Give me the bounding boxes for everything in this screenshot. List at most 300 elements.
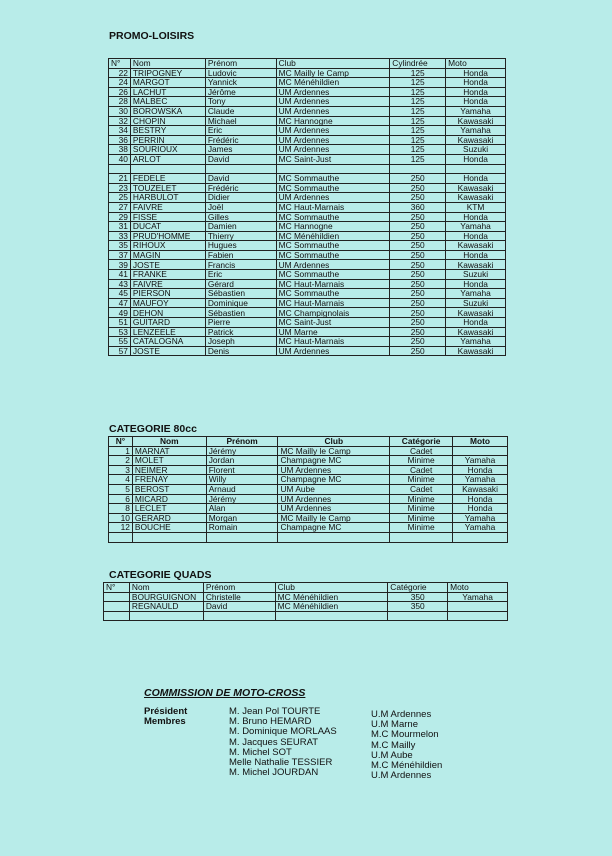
table-row <box>109 318 506 328</box>
cell-5: Honda <box>453 465 508 475</box>
table-row <box>109 513 508 523</box>
cell-4: 250 <box>390 298 446 308</box>
quads-table <box>103 582 508 621</box>
cell-3: MC Saint-Just <box>276 154 390 164</box>
promo-title: PROMO-LOISIRS <box>109 30 195 42</box>
cell-3: Champagne MC <box>278 475 390 485</box>
table-row <box>109 202 506 212</box>
cell-2: Damien <box>205 222 276 232</box>
cell-4: 250 <box>390 279 446 289</box>
members-label: Membres <box>144 716 186 727</box>
table-row <box>109 494 508 504</box>
cell-4: 125 <box>390 78 446 88</box>
member-name: M. Jean Pol TOURTE <box>229 706 321 717</box>
cell-5: Kawasaki <box>446 260 506 270</box>
table-row <box>104 592 508 602</box>
cell-0: 3 <box>109 465 133 475</box>
cell-5: Honda <box>446 154 506 164</box>
member-club: U.M Marne <box>371 719 418 731</box>
cell-1: BESTRY <box>130 126 205 136</box>
cell-4: Minime <box>390 456 453 466</box>
cell-4: 250 <box>390 308 446 318</box>
cell-2: Didier <box>205 193 276 203</box>
member-name: Melle Nathalie TESSIER <box>229 757 333 769</box>
cell-0: 31 <box>109 222 131 232</box>
table-row <box>104 602 508 612</box>
blank-cell-5 <box>453 532 508 542</box>
cell-3: MC Mailly le Camp <box>276 68 390 78</box>
blank-cell-1 <box>132 532 206 542</box>
cell-3: MC Ménéhildien <box>275 592 388 602</box>
cell-2: Jérémy <box>206 446 278 456</box>
cell-0: 2 <box>109 456 133 466</box>
cell-2: Jérôme <box>205 87 276 97</box>
table-row <box>109 135 506 145</box>
cell-1: TRIPOGNEY <box>130 68 205 78</box>
cell-5: Kawasaki <box>446 241 506 251</box>
cell-1: FRANKE <box>130 270 205 280</box>
cell-3: UM Ardennes <box>276 135 390 145</box>
cell-2: Francis <box>205 260 276 270</box>
cell-1: SOURIOUX <box>130 145 205 155</box>
cell-0: 40 <box>109 154 131 164</box>
blank-cell-1 <box>130 164 205 174</box>
cell-0: 45 <box>109 289 131 299</box>
cell-2: Sébastien <box>205 308 276 318</box>
cell-2: Pierre <box>205 318 276 328</box>
cell-5 <box>448 602 508 612</box>
cell-0: 8 <box>109 504 133 514</box>
quads-title: CATEGORIE QUADS <box>109 569 212 581</box>
cell-1: MOLET <box>132 456 206 466</box>
cell-2: Romain <box>206 523 278 533</box>
cell-2: Alan <box>206 504 278 514</box>
cell-0: 47 <box>109 298 131 308</box>
cell-2: Eric <box>205 270 276 280</box>
cell-5: KTM <box>446 202 506 212</box>
header-cell-1: Nom <box>132 437 206 447</box>
table-row <box>109 78 506 88</box>
cell-2: Frédéric <box>205 135 276 145</box>
president-label: Président <box>144 706 188 717</box>
cell-1: ARLOT <box>130 154 205 164</box>
cell-3: UM Ardennes <box>278 494 390 504</box>
table-row <box>109 116 506 126</box>
cell-1: NEIMER <box>132 465 206 475</box>
table-row <box>109 475 508 485</box>
table-row <box>109 212 506 222</box>
cell-1: MARNAT <box>132 446 206 456</box>
cell-1: CHOPIN <box>130 116 205 126</box>
cell-5: Kawasaki <box>446 183 506 193</box>
cell-1: MALBEC <box>130 97 205 107</box>
blank-cell-0 <box>109 164 131 174</box>
cell-2: Claude <box>205 106 276 116</box>
cell-4: Minime <box>390 504 453 514</box>
blank-cell-5 <box>448 611 508 621</box>
blank-cell-2 <box>205 164 276 174</box>
cell-0: 29 <box>109 212 131 222</box>
blank-cell-2 <box>203 611 275 621</box>
cell-5: Honda <box>446 78 506 88</box>
cell-2: Tony <box>205 97 276 107</box>
table-row <box>109 250 506 260</box>
member-name: M. Michel SOT <box>229 746 292 758</box>
cell-2: Willy <box>206 475 278 485</box>
cell-1: FAIVRE <box>130 202 205 212</box>
header-cell-1: Nom <box>129 583 203 593</box>
cell-5: Honda <box>446 68 506 78</box>
cell-4: Minime <box>390 475 453 485</box>
cell-3: UM Marne <box>276 327 390 337</box>
cell-1: MICARD <box>132 494 206 504</box>
blank-cell-3 <box>276 164 390 174</box>
cell-1: CATALOGNA <box>130 337 205 347</box>
header-cell-0: N° <box>104 583 130 593</box>
cell-1: MARGOT <box>130 78 205 88</box>
cell-2: James <box>205 145 276 155</box>
cell-2: David <box>203 602 275 612</box>
cell-3: UM Ardennes <box>276 126 390 136</box>
cell-4: 125 <box>390 97 446 107</box>
table-row <box>109 337 506 347</box>
member-club: M.C Ménéhildien <box>371 760 443 772</box>
table-row <box>109 222 506 232</box>
cell-1: BOURGUIGNON <box>129 592 203 602</box>
cell-0: 35 <box>109 241 131 251</box>
cell-0: 21 <box>109 174 131 184</box>
member-club: U.M Ardennes <box>371 770 432 782</box>
cell-5: Suzuki <box>446 145 506 155</box>
cell-1: MAGIN <box>130 250 205 260</box>
cell-3: MC Haut-Marnais <box>276 202 390 212</box>
cell-5: Kawasaki <box>446 116 506 126</box>
table-row <box>109 327 506 337</box>
member-club: M.C Mailly <box>371 739 416 751</box>
table-row <box>109 183 506 193</box>
cell-5: Honda <box>446 318 506 328</box>
cell-5: Honda <box>453 494 508 504</box>
cell-1: BOROWSKA <box>130 106 205 116</box>
cell-0: 34 <box>109 126 131 136</box>
cell-4: 250 <box>390 174 446 184</box>
cell-5: Kawasaki <box>446 327 506 337</box>
table-row <box>109 68 506 78</box>
table-row <box>109 87 506 97</box>
cell-0 <box>104 592 130 602</box>
cell-0: 33 <box>109 231 131 241</box>
cell-5: Kawasaki <box>446 135 506 145</box>
cell-3: MC Saint-Just <box>276 318 390 328</box>
cell-0: 25 <box>109 193 131 203</box>
cell-4: 250 <box>390 250 446 260</box>
cell-1: MAUFOY <box>130 298 205 308</box>
table-row <box>109 97 506 107</box>
cell-2: Hugues <box>205 241 276 251</box>
cell-1: JOSTE <box>130 260 205 270</box>
member-name: M. Michel JOURDAN <box>229 767 319 779</box>
cell-4: 350 <box>388 592 448 602</box>
cell-4: 250 <box>390 346 446 356</box>
header-cell-4: Cylindrée <box>390 59 446 69</box>
blank-cell-0 <box>104 611 130 621</box>
cell-3: MC Sommauthe <box>276 241 390 251</box>
cell-0: 37 <box>109 250 131 260</box>
cell-2: Sébastien <box>205 289 276 299</box>
cell-0: 53 <box>109 327 131 337</box>
cell-0: 5 <box>109 484 133 494</box>
cell-1: GERARD <box>132 513 206 523</box>
cell-5: Kawasaki <box>446 193 506 203</box>
cell-2: Ludovic <box>205 68 276 78</box>
cell-2: Joël <box>205 202 276 212</box>
cell-5: Yamaha <box>453 475 508 485</box>
cell-4: Cadet <box>390 465 453 475</box>
cell-0: 55 <box>109 337 131 347</box>
cell-0: 27 <box>109 202 131 212</box>
cell-1: BEROST <box>132 484 206 494</box>
header-cell-2: Prénom <box>203 583 275 593</box>
blank-cell-2 <box>206 532 278 542</box>
cell-4: Cadet <box>390 484 453 494</box>
cell-5: Kawasaki <box>446 308 506 318</box>
cell-4: 125 <box>390 116 446 126</box>
header-cell-5: Moto <box>448 583 508 593</box>
cell-1: LENZEELE <box>130 327 205 337</box>
cell-1: JOSTE <box>130 346 205 356</box>
blank-cell-5 <box>446 164 506 174</box>
blank-cell-3 <box>278 532 390 542</box>
cell-4: 250 <box>390 327 446 337</box>
cell-0: 26 <box>109 87 131 97</box>
cell-1: RIHOUX <box>130 241 205 251</box>
cell-0: 1 <box>109 446 133 456</box>
cell-0: 39 <box>109 260 131 270</box>
table-row <box>109 241 506 251</box>
blank-row <box>109 532 508 542</box>
cell-3: MC Haut-Marnais <box>276 279 390 289</box>
cell-0: 22 <box>109 68 131 78</box>
cell-4: 250 <box>390 222 446 232</box>
cell-3: UM Ardennes <box>278 465 390 475</box>
cell-2: Jérémy <box>206 494 278 504</box>
header-cell-3: Club <box>278 437 390 447</box>
blank-cell-4 <box>390 532 453 542</box>
table-row <box>109 298 506 308</box>
cell-5: Honda <box>446 231 506 241</box>
cell-0: 23 <box>109 183 131 193</box>
commission-title: COMMISSION DE MOTO-CROSS <box>144 687 306 699</box>
cell-2: Joseph <box>205 337 276 347</box>
cell-4: 250 <box>390 183 446 193</box>
cell-2: Frédéric <box>205 183 276 193</box>
cell-5: Suzuki <box>446 298 506 308</box>
member-club: U.M Ardennes <box>371 709 432 720</box>
cell-1: LECLET <box>132 504 206 514</box>
cell-5: Honda <box>446 97 506 107</box>
blank-cell-3 <box>275 611 388 621</box>
cell-5: Yamaha <box>446 289 506 299</box>
cell-2: Arnaud <box>206 484 278 494</box>
cell-3: MC Sommauthe <box>276 212 390 222</box>
table-header <box>109 59 506 69</box>
table-row <box>109 154 506 164</box>
cell-5: Yamaha <box>446 337 506 347</box>
blank-row <box>109 164 506 174</box>
cell-1: FEDELE <box>130 174 205 184</box>
header-cell-2: Prénom <box>206 437 278 447</box>
promo-table <box>108 58 506 356</box>
cell-3: UM Ardennes <box>276 87 390 97</box>
table-row <box>109 145 506 155</box>
cell-3: MC Champignolais <box>276 308 390 318</box>
cell-4: Minime <box>390 523 453 533</box>
cat80-table <box>108 436 508 543</box>
blank-cell-4 <box>390 164 446 174</box>
cell-2: David <box>205 174 276 184</box>
cell-3: MC Ménéhildien <box>275 602 388 612</box>
cell-1: PIERSON <box>130 289 205 299</box>
header-cell-5: Moto <box>446 59 506 69</box>
cell-4: 250 <box>390 318 446 328</box>
cell-5: Yamaha <box>453 513 508 523</box>
cell-4: 125 <box>390 106 446 116</box>
cell-2: Christelle <box>203 592 275 602</box>
cell-3: Champagne MC <box>278 456 390 466</box>
table-row <box>109 346 506 356</box>
commission-clubs <box>371 710 442 781</box>
cell-2: Eric <box>205 126 276 136</box>
cell-0: 30 <box>109 106 131 116</box>
cell-5: Yamaha <box>446 106 506 116</box>
table-row <box>109 465 508 475</box>
table-row <box>109 174 506 184</box>
cell-4: 125 <box>390 145 446 155</box>
table-row <box>109 484 508 494</box>
cell-0: 28 <box>109 97 131 107</box>
cell-4: Cadet <box>390 446 453 456</box>
cell-0: 51 <box>109 318 131 328</box>
header-cell-4: Catégorie <box>388 583 448 593</box>
cell-3: UM Ardennes <box>276 346 390 356</box>
cell-5: Honda <box>453 504 508 514</box>
cell-3: UM Ardennes <box>276 97 390 107</box>
cell-3: MC Ménéhildien <box>276 231 390 241</box>
cell-3: UM Ardennes <box>278 504 390 514</box>
cell-1: LACHUT <box>130 87 205 97</box>
cell-3: Champagne MC <box>278 523 390 533</box>
cell-0: 41 <box>109 270 131 280</box>
header-cell-2: Prénom <box>205 59 276 69</box>
cell-4: 250 <box>390 289 446 299</box>
cell-2: Gilles <box>205 212 276 222</box>
header-cell-4: Catégorie <box>390 437 453 447</box>
cell-5: Kawasaki <box>446 346 506 356</box>
table-row <box>109 270 506 280</box>
cell-0: 49 <box>109 308 131 318</box>
cell-5: Suzuki <box>446 270 506 280</box>
blank-row <box>104 611 508 621</box>
table-row <box>109 308 506 318</box>
cell-5: Yamaha <box>453 456 508 466</box>
cell-0 <box>104 602 130 612</box>
cell-3: UM Aube <box>278 484 390 494</box>
header-cell-0: N° <box>109 59 131 69</box>
cell-3: MC Sommauthe <box>276 250 390 260</box>
table-header <box>104 583 508 593</box>
table-row <box>109 106 506 116</box>
cell-5: Yamaha <box>448 592 508 602</box>
cell-2: Patrick <box>205 327 276 337</box>
member-name: M. Jacques SEURAT <box>229 736 319 748</box>
cell-2: Fabien <box>205 250 276 260</box>
cell-3: MC Ménéhildien <box>276 78 390 88</box>
member-name: M. Dominique MORLAAS <box>229 726 337 738</box>
cell-3: UM Ardennes <box>276 260 390 270</box>
member-club: U.M Aube <box>371 749 413 761</box>
blank-cell-4 <box>388 611 448 621</box>
cell-5: Yamaha <box>446 126 506 136</box>
cell-0: 4 <box>109 475 133 485</box>
cell-1: PERRIN <box>130 135 205 145</box>
cell-2: Morgan <box>206 513 278 523</box>
cell-4: 125 <box>390 68 446 78</box>
cell-2: Jordan <box>206 456 278 466</box>
cell-2: Gérard <box>205 279 276 289</box>
cell-5: Honda <box>446 212 506 222</box>
cell-5: Honda <box>446 279 506 289</box>
blank-cell-1 <box>129 611 203 621</box>
cell-3: MC Haut-Marnais <box>276 337 390 347</box>
cell-0: 12 <box>109 523 133 533</box>
table-row <box>109 279 506 289</box>
cell-1: HARBULOT <box>130 193 205 203</box>
cell-4: Minime <box>390 494 453 504</box>
cell-4: 250 <box>390 193 446 203</box>
member-name: M. Bruno HEMARD <box>229 716 312 728</box>
cell-1: REGNAULD <box>129 602 203 612</box>
cell-4: 250 <box>390 260 446 270</box>
cell-0: 57 <box>109 346 131 356</box>
table-row <box>109 260 506 270</box>
cell-0: 32 <box>109 116 131 126</box>
table-row <box>109 504 508 514</box>
cell-4: 250 <box>390 241 446 251</box>
header-cell-5: Moto <box>453 437 508 447</box>
cell-1: FAIVRE <box>130 279 205 289</box>
cell-3: MC Sommauthe <box>276 174 390 184</box>
cell-2: Florent <box>206 465 278 475</box>
cell-4: 125 <box>390 154 446 164</box>
table-row <box>109 523 508 533</box>
cell-3: MC Sommauthe <box>276 289 390 299</box>
cell-1: TOUZELET <box>130 183 205 193</box>
cell-4: 250 <box>390 337 446 347</box>
cell-1: BOUCHE <box>132 523 206 533</box>
cell-4: 250 <box>390 231 446 241</box>
cell-2: Michael <box>205 116 276 126</box>
cell-4: 250 <box>390 212 446 222</box>
cell-4: 360 <box>390 202 446 212</box>
header-cell-3: Club <box>276 59 390 69</box>
cell-1: DEHON <box>130 308 205 318</box>
header-cell-0: N° <box>109 437 133 447</box>
cell-2: Yannick <box>205 78 276 88</box>
cat80-title: CATEGORIE 80cc <box>109 423 197 435</box>
cell-4: 125 <box>390 126 446 136</box>
table-row <box>109 446 508 456</box>
table-row <box>109 456 508 466</box>
